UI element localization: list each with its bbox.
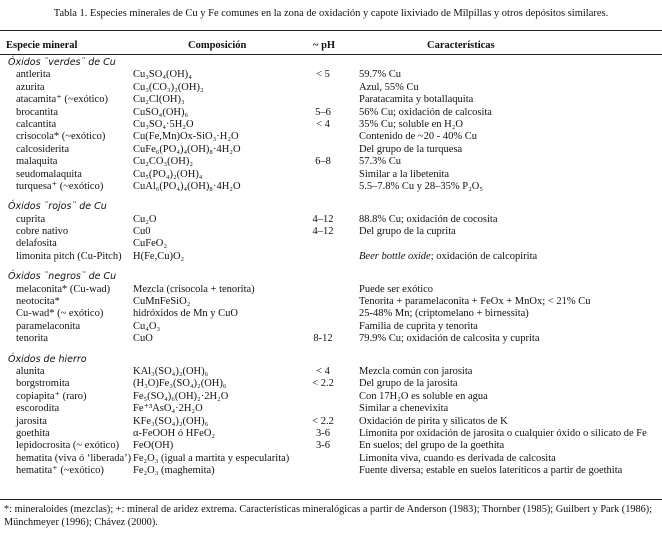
mineral-ph: 3-6	[316, 427, 330, 439]
mineral-composition: Cu₃SO₄(OH)₄	[133, 69, 192, 81]
table-row	[0, 428, 662, 440]
table-row	[0, 251, 662, 263]
table-row	[0, 391, 662, 403]
table-row	[0, 284, 662, 296]
mineral-characteristics	[359, 321, 478, 333]
mineral-characteristics	[359, 453, 556, 465]
mineral-name: calcosiderita	[16, 143, 70, 155]
characteristics-text: 56% Cu; oxidación de calcosita	[359, 106, 492, 118]
mineral-characteristics	[359, 465, 622, 477]
mineral-composition: Cu(Fe,Mn)Ox-SiO₃·H₂O	[133, 131, 239, 143]
table-caption: Tabla 1. Especies minerales de Cu y Fe comunes en la zona de oxidación y capote lixiviado de Milpillas y otros depósitos similares.	[53, 8, 609, 19]
mineral-composition: Cu₃(CO₃)₂(OH)₂	[133, 81, 204, 93]
table-row	[0, 238, 662, 250]
mineral-composition: Fe₅(SO₄)₆(OH)₂·2H₂O	[133, 390, 229, 402]
section-heading-row	[0, 57, 662, 69]
mineral-composition: Fe₂O₃ (igual a martita y especularita)	[133, 452, 290, 464]
characteristics-text: 79.9% Cu; oxidación de calcosita y cuprita	[359, 333, 540, 345]
section-title: Óxidos de hierro	[8, 353, 87, 365]
mineral-composition: CuSO₄(OH)₆	[133, 106, 189, 118]
mineral-ph: 3-6	[316, 440, 330, 452]
table-row	[0, 321, 662, 333]
mineral-composition: Cu₂O	[133, 213, 157, 225]
mineral-characteristics	[359, 366, 472, 378]
table-row	[0, 465, 662, 477]
characteristics-text: Del grupo de la jarosita	[359, 378, 458, 390]
mineral-name: brocantita	[16, 106, 58, 118]
mineral-composition: Cu₄O₃	[133, 320, 161, 332]
characteristics-text: Familia de cuprita y tenorita	[359, 320, 478, 332]
mineral-composition: KAl₃(SO₄)₂(OH)₆	[133, 365, 209, 377]
mineral-characteristics	[359, 214, 498, 226]
mineral-characteristics	[359, 251, 537, 263]
characteristics-text: Oxidación de pirita y silicatos de K	[359, 415, 508, 427]
mineral-characteristics	[359, 284, 433, 296]
mineral-characteristics	[359, 169, 449, 181]
mineral-composition: FeO(OH)	[133, 440, 174, 452]
mineral-ph: < 4	[316, 118, 330, 130]
mineral-composition: α-FeOOH ó HFeO₂	[133, 427, 216, 439]
characteristics-text: ; oxidación de calcopirita	[430, 250, 538, 262]
mineral-characteristics	[359, 428, 647, 440]
table-row	[0, 453, 662, 465]
characteristics-text: Similar a la libetenita	[359, 168, 450, 180]
section-title: Óxidos ¨rojos¨ de Cu	[8, 201, 107, 213]
mineral-characteristics	[359, 296, 590, 308]
mineral-composition: hidróxidos de Mn y CuO	[133, 308, 238, 320]
mineral-composition: Cu₃SO₄·5H₂O	[133, 118, 194, 130]
mineral-characteristics	[359, 131, 477, 143]
section-gap	[0, 346, 662, 354]
mineral-name: turquesa⁺ (~exótico)	[16, 180, 104, 192]
mineral-name: goethita	[16, 427, 50, 439]
mineral-characteristics	[359, 403, 448, 415]
mineral-name: tenorita	[16, 333, 49, 345]
table-row	[0, 169, 662, 181]
characteristics-text: 88.8% Cu; oxidación de cocosita	[359, 213, 498, 225]
mineral-characteristics	[359, 440, 504, 452]
mineral-composition: Mezcla (crisocola + tenorita)	[133, 283, 255, 295]
header-composition: Composición	[188, 40, 247, 51]
characteristics-text: Del grupo de la turquesa	[359, 143, 463, 155]
characteristics-text: 5.5–7.8% Cu y 28–35% P₂O₅	[359, 180, 483, 192]
mineral-name: escorodita	[16, 403, 60, 415]
mineral-ph: 4–12	[312, 226, 334, 238]
mineral-name: crisocola* (~exótico)	[16, 131, 106, 143]
mineral-name: hematita (viva ó ‘liberada’)	[16, 452, 132, 464]
top-rule	[0, 30, 662, 31]
characteristics-text: 25-48% Mn; (criptomelano + birnessita)	[359, 308, 529, 320]
mineral-name: cobre nativo	[16, 226, 69, 238]
mineral-characteristics	[359, 94, 473, 106]
table-row	[0, 366, 662, 378]
section-heading-row	[0, 354, 662, 366]
table-row	[0, 308, 662, 320]
table-row	[0, 403, 662, 415]
mineral-name: Cu-wad* (~ exótico)	[16, 308, 104, 320]
mineral-composition: CuAl₆(PO₄)₄(OH)₈·4H₂O	[133, 180, 241, 192]
characteristics-text: Limonita por oxidación de jarosita o cualquier óxido o silicato de Fe	[359, 427, 647, 439]
header-ph: ~ pH	[313, 40, 336, 51]
mineral-ph: 5–6	[315, 106, 331, 118]
mineral-composition: Fe₂O₃ (maghemita)	[133, 465, 215, 477]
mineral-composition: CuFe₆(PO₄)₄(OH)₈·4H₂O	[133, 143, 241, 155]
mineral-composition: KFe₃(SO₄)₂(OH)₆	[133, 415, 209, 427]
mineral-ph: 8-12	[313, 333, 333, 345]
mineral-characteristics	[359, 391, 488, 403]
characteristics-text: En suelos; del grupo de la goethita	[359, 440, 505, 452]
mineral-name: azurita	[16, 81, 45, 93]
characteristics-text: Contenido de ~20 - 40% Cu	[359, 131, 477, 143]
mineral-name: delafosita	[16, 238, 57, 250]
mineral-characteristics	[359, 144, 462, 156]
characteristics-text: Del grupo de la cuprita	[359, 226, 456, 238]
mineral-name: hematita⁺ (~exótico)	[16, 465, 104, 477]
characteristics-text: Tenorita + paramelaconita + FeOx + MnOx; < 21% Cu	[359, 296, 591, 308]
mineral-composition: H(Fe,Cu)O₂	[133, 250, 185, 262]
mineral-composition: Cu0	[133, 226, 151, 238]
footnote: *: mineraloides (mezclas); +: mineral de aridez extrema. Características mineralógicas a partir de Anderson (1983); Thornber (1985); Guilbert y Park (1986); Münchmeyer (1996); Chávez (2000).	[4, 504, 653, 528]
table-row	[0, 69, 662, 81]
section-heading-row	[0, 271, 662, 283]
header-rule	[0, 54, 662, 55]
mineral-characteristics	[359, 308, 529, 320]
mineral-ph: 6–8	[315, 156, 331, 168]
mineral-name: neotocita*	[16, 296, 60, 308]
mineral-characteristics	[359, 416, 508, 428]
characteristics-text: Fuente diversa; estable en suelos lateríticos a partir de goethita	[359, 465, 623, 477]
mineral-composition: CuFeO₂	[133, 238, 167, 250]
table-row	[0, 416, 662, 428]
header-characteristics: Características	[427, 40, 495, 51]
table-row	[0, 181, 662, 193]
mineral-composition: Cu₂CO₃(OH)₂	[133, 156, 193, 168]
mineral-characteristics	[359, 181, 483, 193]
mineral-ph: < 2.2	[312, 378, 334, 390]
characteristics-text: Puede ser exótico	[359, 283, 434, 295]
table-row	[0, 296, 662, 308]
mineral-name: antlerita	[16, 69, 51, 81]
characteristics-text: Con 17H₂O es soluble en agua	[359, 390, 488, 402]
mineral-name: melaconita* (Cu-wad)	[16, 283, 111, 295]
mineral-characteristics	[359, 156, 401, 168]
mineral-composition: Cu₅(PO₄)₂(OH)₄	[133, 168, 203, 180]
mineral-name: cuprita	[16, 213, 46, 225]
characteristics-text: 57.3% Cu	[359, 156, 401, 168]
mineral-name: calcantita	[16, 118, 57, 130]
table-row	[0, 378, 662, 390]
mineral-composition: CuMnFeSiO₂	[133, 296, 191, 308]
mineral-ph: < 4	[316, 365, 330, 377]
table-row	[0, 214, 662, 226]
table-row	[0, 131, 662, 143]
table-body	[0, 57, 662, 478]
characteristics-text: 35% Cu; soluble en H₂O	[359, 118, 463, 130]
mineral-name: copiapita⁺ (raro)	[16, 390, 87, 402]
mineral-name: alunita	[16, 365, 45, 377]
mineral-name: atacamita⁺ (~exótico)	[16, 94, 108, 106]
mineral-characteristics	[359, 119, 463, 131]
characteristics-text: 59.7% Cu	[359, 69, 401, 81]
table-row	[0, 107, 662, 119]
mineral-composition: (H₃O)Fe₃(SO₄)₂(OH)₆	[133, 378, 227, 390]
mineral-characteristics	[359, 378, 458, 390]
header-species: Especie mineral	[6, 40, 78, 51]
mineral-name: paramelaconita	[16, 320, 81, 332]
table-row	[0, 333, 662, 345]
mineral-characteristics	[359, 107, 492, 119]
characteristics-italic: Beer bottle oxide	[359, 250, 431, 262]
mineral-name: seudomalaquita	[16, 168, 82, 180]
section-title: Óxidos ¨verdes¨ de Cu	[8, 57, 116, 68]
mineral-characteristics	[359, 82, 419, 94]
characteristics-text: Mezcla común con jarosita	[359, 365, 473, 377]
section-heading-row	[0, 201, 662, 213]
table-row	[0, 82, 662, 94]
characteristics-text: Similar a chenevixita	[359, 403, 449, 415]
mineral-ph: < 2.2	[312, 415, 334, 427]
mineral-characteristics	[359, 333, 540, 345]
table-row	[0, 226, 662, 238]
table-row	[0, 94, 662, 106]
characteristics-text: Azul, 55% Cu	[359, 81, 419, 93]
mineral-name: malaquita	[16, 156, 58, 168]
mineral-ph: < 5	[316, 69, 330, 81]
mineral-ph: 4–12	[312, 213, 334, 225]
characteristics-text: Paratacamita y botallaquita	[359, 94, 474, 106]
mineral-composition: Cu₂Cl(OH)₃	[133, 94, 185, 106]
characteristics-text: Limonita viva, cuando es derivada de calcosita	[359, 452, 556, 464]
mineral-composition: CuO	[133, 333, 153, 345]
mineral-name: lepidocrosita (~ exótico)	[16, 440, 120, 452]
mineral-name: limonita pitch (Cu-Pitch)	[16, 250, 122, 262]
section-title: Óxidos ¨negros¨ de Cu	[8, 271, 117, 283]
bottom-rule	[0, 499, 662, 500]
mineral-name: jarosita	[16, 415, 47, 427]
mineral-name: borgstromita	[16, 378, 70, 390]
table-row	[0, 156, 662, 168]
mineral-composition: Fe⁺³AsO₄·2H₂O	[133, 403, 203, 415]
mineral-characteristics	[359, 226, 456, 238]
table-row	[0, 144, 662, 156]
mineral-characteristics	[359, 69, 401, 81]
table-row	[0, 119, 662, 131]
table-row	[0, 440, 662, 452]
